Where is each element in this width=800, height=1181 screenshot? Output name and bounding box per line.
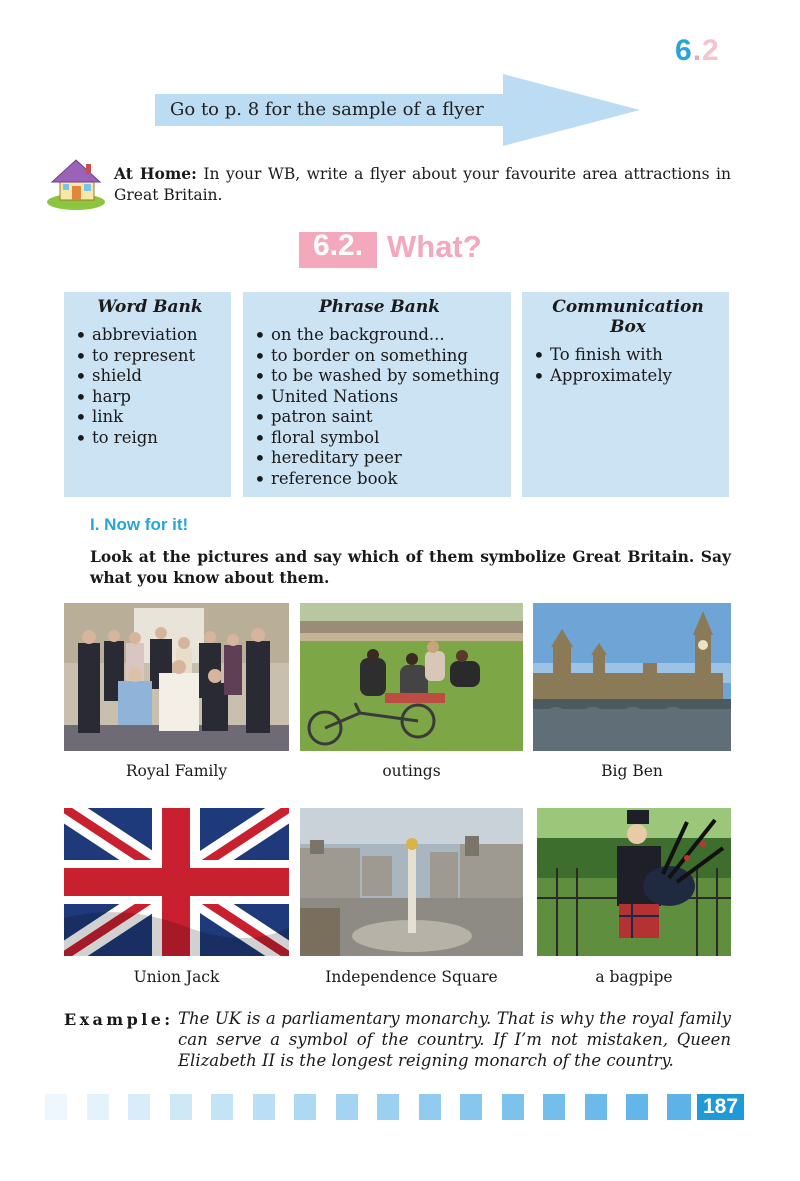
caption: outings <box>382 762 441 780</box>
communication-box <box>522 292 729 497</box>
list-item: • to border on something <box>254 346 505 367</box>
list-item: • patron saint <box>254 407 505 428</box>
caption: Union Jack <box>133 968 220 986</box>
footer-decor-square <box>377 1094 399 1120</box>
page-number: 187 <box>702 1095 739 1118</box>
list-item: • to reign <box>75 428 225 449</box>
list-item: • reference book <box>254 469 505 490</box>
footer-decor-square <box>502 1094 524 1120</box>
example-label: Example: <box>64 1010 174 1029</box>
word-bank-list <box>75 325 225 448</box>
list-item: • abbreviation <box>75 325 225 346</box>
footer-decor-square <box>294 1094 316 1120</box>
task-heading: I. Now for it! <box>90 515 189 534</box>
section-title: What? <box>387 229 482 264</box>
arrow-banner-text: Go to p. 8 for the sample of a flyer <box>170 99 484 120</box>
footer-decor-square <box>585 1094 607 1120</box>
independence-square-photo <box>300 808 523 956</box>
list-item: • floral symbol <box>254 428 505 449</box>
list-item: • link <box>75 407 225 428</box>
list-item: • Approximately <box>533 366 723 387</box>
house-icon <box>44 156 108 212</box>
royal-family-photo <box>64 603 289 751</box>
footer-decor-square <box>667 1094 691 1120</box>
footer-decor-square <box>626 1094 648 1120</box>
footer-decor-square <box>460 1094 482 1120</box>
phrase-bank-title: Phrase Bank <box>319 297 440 317</box>
footer-decor-square <box>543 1094 565 1120</box>
at-home-label: At Home: <box>114 164 197 183</box>
task-instruction: Look at the pictures and say which of them symbolize Great Britain. Say what you know about them. <box>90 547 731 587</box>
footer-decor-square <box>170 1094 192 1120</box>
footer-decor-square <box>211 1094 233 1120</box>
section-number: 6.2. <box>312 229 364 262</box>
footer-decor-square <box>253 1094 275 1120</box>
caption: Big Ben <box>601 762 663 780</box>
caption: Independence Square <box>325 968 498 986</box>
footer-decor-square <box>128 1094 150 1120</box>
footer-decor-square <box>87 1094 109 1120</box>
list-item: • harp <box>75 387 225 408</box>
caption: Royal Family <box>125 762 228 780</box>
footer-decor-square <box>45 1094 67 1120</box>
list-item: • on the background... <box>254 325 505 346</box>
communication-box-list <box>533 345 723 386</box>
phrase-bank <box>243 292 511 497</box>
at-home-text: In your WB, write a flyer about your favourite area attractions in Great Britain. <box>114 165 731 204</box>
bagpipe-photo <box>537 808 731 956</box>
big-ben-photo <box>533 603 731 751</box>
word-bank-title: Word Bank <box>97 297 203 317</box>
caption: a bagpipe <box>595 968 673 986</box>
union-jack-photo <box>64 808 289 956</box>
phrase-bank-list <box>254 325 505 489</box>
footer-decor-square <box>419 1094 441 1120</box>
list-item: • hereditary peer <box>254 448 505 469</box>
section-badge: 6.2 <box>675 34 720 67</box>
communication-box-title: Communication Box <box>552 297 704 337</box>
word-bank <box>64 292 231 497</box>
example-text: The UK is a parliamentary monarchy. That is why the royal family can serve a symbol of the country. If I’m not mistaken, Queen Elizabeth II is the longest reigning monarch of the country. <box>178 1009 731 1070</box>
list-item: • shield <box>75 366 225 387</box>
outings-photo <box>300 603 523 751</box>
at-home-task <box>114 163 731 206</box>
list-item: • To finish with <box>533 345 723 366</box>
list-item: • United Nations <box>254 387 505 408</box>
footer-decor-square <box>336 1094 358 1120</box>
list-item: • to represent <box>75 346 225 367</box>
list-item: • to be washed by something <box>254 366 505 387</box>
